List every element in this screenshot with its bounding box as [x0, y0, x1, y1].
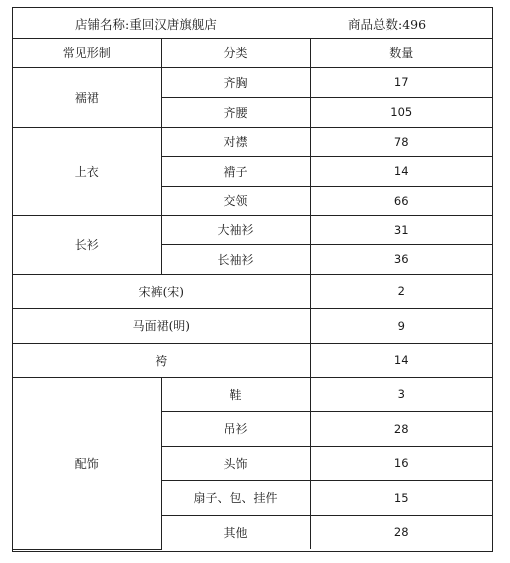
category-cell: 齐腰 [161, 97, 310, 127]
column-header-category: 分类 [161, 38, 310, 67]
store-name: 店铺名称:重回汉唐旗舰店 [75, 17, 217, 32]
table-row [13, 215, 492, 244]
sheet-header [13, 8, 492, 39]
count-cell: 16 [310, 446, 492, 480]
count-cell: 14 [310, 156, 492, 186]
category-cell: 长袖衫 [161, 244, 310, 274]
count-cell: 36 [310, 244, 492, 274]
table-row [13, 377, 492, 411]
table-row [13, 274, 492, 308]
total-count: 商品总数:496 [348, 17, 427, 32]
count-cell: 31 [310, 215, 492, 244]
count-cell: 28 [310, 411, 492, 446]
table-row [13, 127, 492, 156]
inventory-table [13, 38, 492, 550]
category-cell: 大袖衫 [161, 215, 310, 244]
form-cell-mamianqun: 马面裙(明) [13, 308, 310, 343]
table-row [13, 67, 492, 97]
form-cell-changshan: 长衫 [13, 215, 161, 274]
form-cell-peishi: 配饰 [13, 377, 161, 549]
category-cell: 褙子 [161, 156, 310, 186]
form-cell-songku: 宋裤(宋) [13, 274, 310, 308]
category-cell: 扇子、包、挂件 [161, 480, 310, 515]
count-cell: 15 [310, 480, 492, 515]
count-cell: 66 [310, 186, 492, 215]
category-cell: 交领 [161, 186, 310, 215]
count-cell: 105 [310, 97, 492, 127]
count-cell: 3 [310, 377, 492, 411]
form-cell-shangyi: 上衣 [13, 127, 161, 215]
table-header-row [13, 38, 492, 67]
inventory-sheet [12, 7, 493, 552]
category-cell: 其他 [161, 515, 310, 549]
category-cell: 鞋 [161, 377, 310, 411]
count-cell: 17 [310, 67, 492, 97]
form-cell-ku: 袴 [13, 343, 310, 377]
count-cell: 9 [310, 308, 492, 343]
form-cell-ruqun: 襦裙 [13, 67, 161, 127]
category-cell: 吊衫 [161, 411, 310, 446]
table-row [13, 343, 492, 377]
count-cell: 28 [310, 515, 492, 549]
count-cell: 14 [310, 343, 492, 377]
category-cell: 对襟 [161, 127, 310, 156]
column-header-count: 数量 [310, 38, 492, 67]
count-cell: 78 [310, 127, 492, 156]
category-cell: 头饰 [161, 446, 310, 480]
column-header-form: 常见形制 [13, 38, 161, 67]
count-cell: 2 [310, 274, 492, 308]
table-row [13, 308, 492, 343]
category-cell: 齐胸 [161, 67, 310, 97]
